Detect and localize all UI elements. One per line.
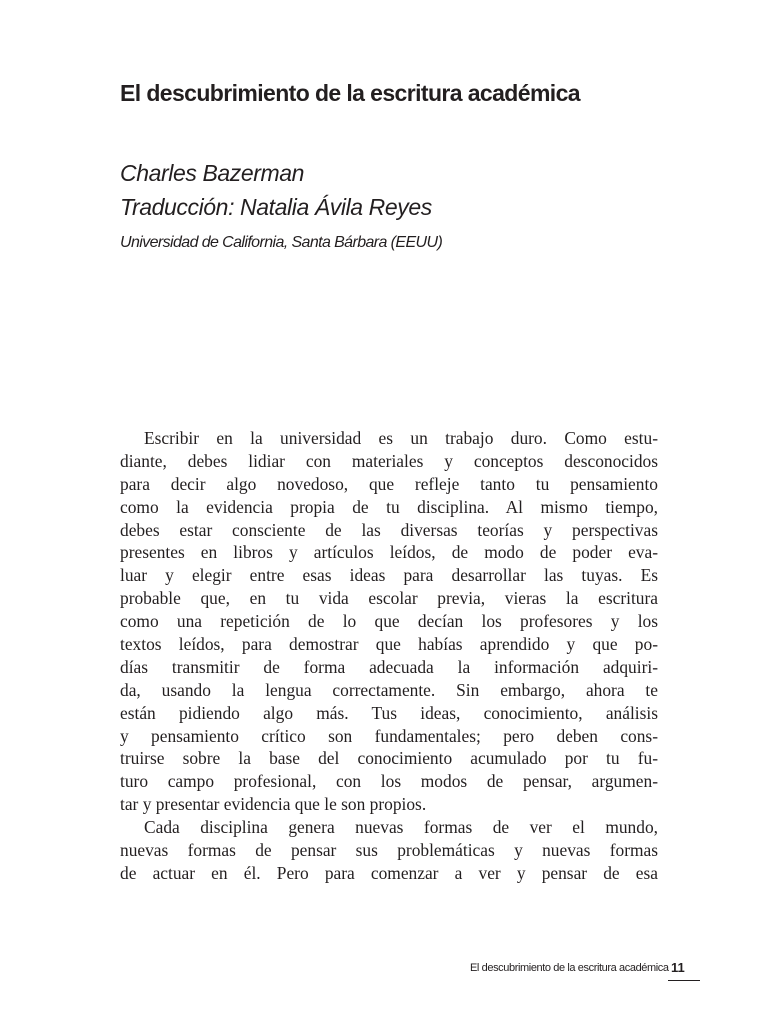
chapter-title: El descubrimiento de la escritura académica (120, 80, 580, 106)
body-line: diante, debes lidiar con materiales y conceptos desconocidos (120, 450, 658, 471)
footer-rule (668, 980, 700, 981)
body-text (120, 427, 658, 885)
body-line: probable que, en tu vida escolar previa, vieras la escritura (120, 588, 658, 609)
body-line: Cada disciplina genera nuevas formas de ver el mundo, (144, 817, 658, 838)
body-line: textos leídos, para demostrar que habías aprendido y que po- (120, 634, 658, 655)
body-line: tar y presentar evidencia que le son propios. (120, 794, 427, 815)
body-line: turo campo profesional, con los modos de pensar, argumen- (120, 771, 658, 792)
body-line: días transmitir de forma adecuada la información adquiri- (120, 656, 658, 677)
translator-credit: Traducción: Natalia Ávila Reyes (120, 194, 432, 220)
body-line: de actuar en él. Pero para comenzar a ver y pensar de esa (120, 862, 658, 883)
body-line: Escribir en la universidad es un trabajo duro. Como estu- (144, 428, 658, 448)
page-number: 11 (671, 960, 685, 975)
body-line: nuevas formas de pensar sus problemáticas y nuevas formas (120, 840, 658, 861)
author-name: Charles Bazerman (120, 160, 305, 186)
body-line: debes estar consciente de las diversas teorías y perspectivas (120, 519, 658, 540)
author-affiliation: Universidad de California, Santa Bárbara (EEUU) (120, 234, 443, 251)
body-line: presentes en libros y artículos leídos, de modo de poder eva- (120, 542, 658, 563)
body-line: luar y elegir entre esas ideas para desarrollar las tuyas. Es (120, 565, 658, 586)
body-line: como una repetición de lo que decían los profesores y los (120, 611, 658, 632)
body-line: truirse sobre la base del conocimiento acumulado por tu fu- (120, 748, 658, 769)
body-line: como la evidencia propia de tu disciplina. Al mismo tiempo, (120, 496, 658, 517)
body-line: están pidiendo algo más. Tus ideas, conocimiento, análisis (120, 702, 658, 723)
body-line: y pensamiento crítico son fundamentales; pero deben cons- (120, 725, 658, 746)
body-line: para decir algo novedoso, que refleje tanto tu pensamiento (120, 473, 658, 494)
running-footer-title: El descubrimiento de la escritura académica (470, 962, 669, 974)
body-line: da, usando la lengua correctamente. Sin embargo, ahora te (120, 679, 658, 700)
